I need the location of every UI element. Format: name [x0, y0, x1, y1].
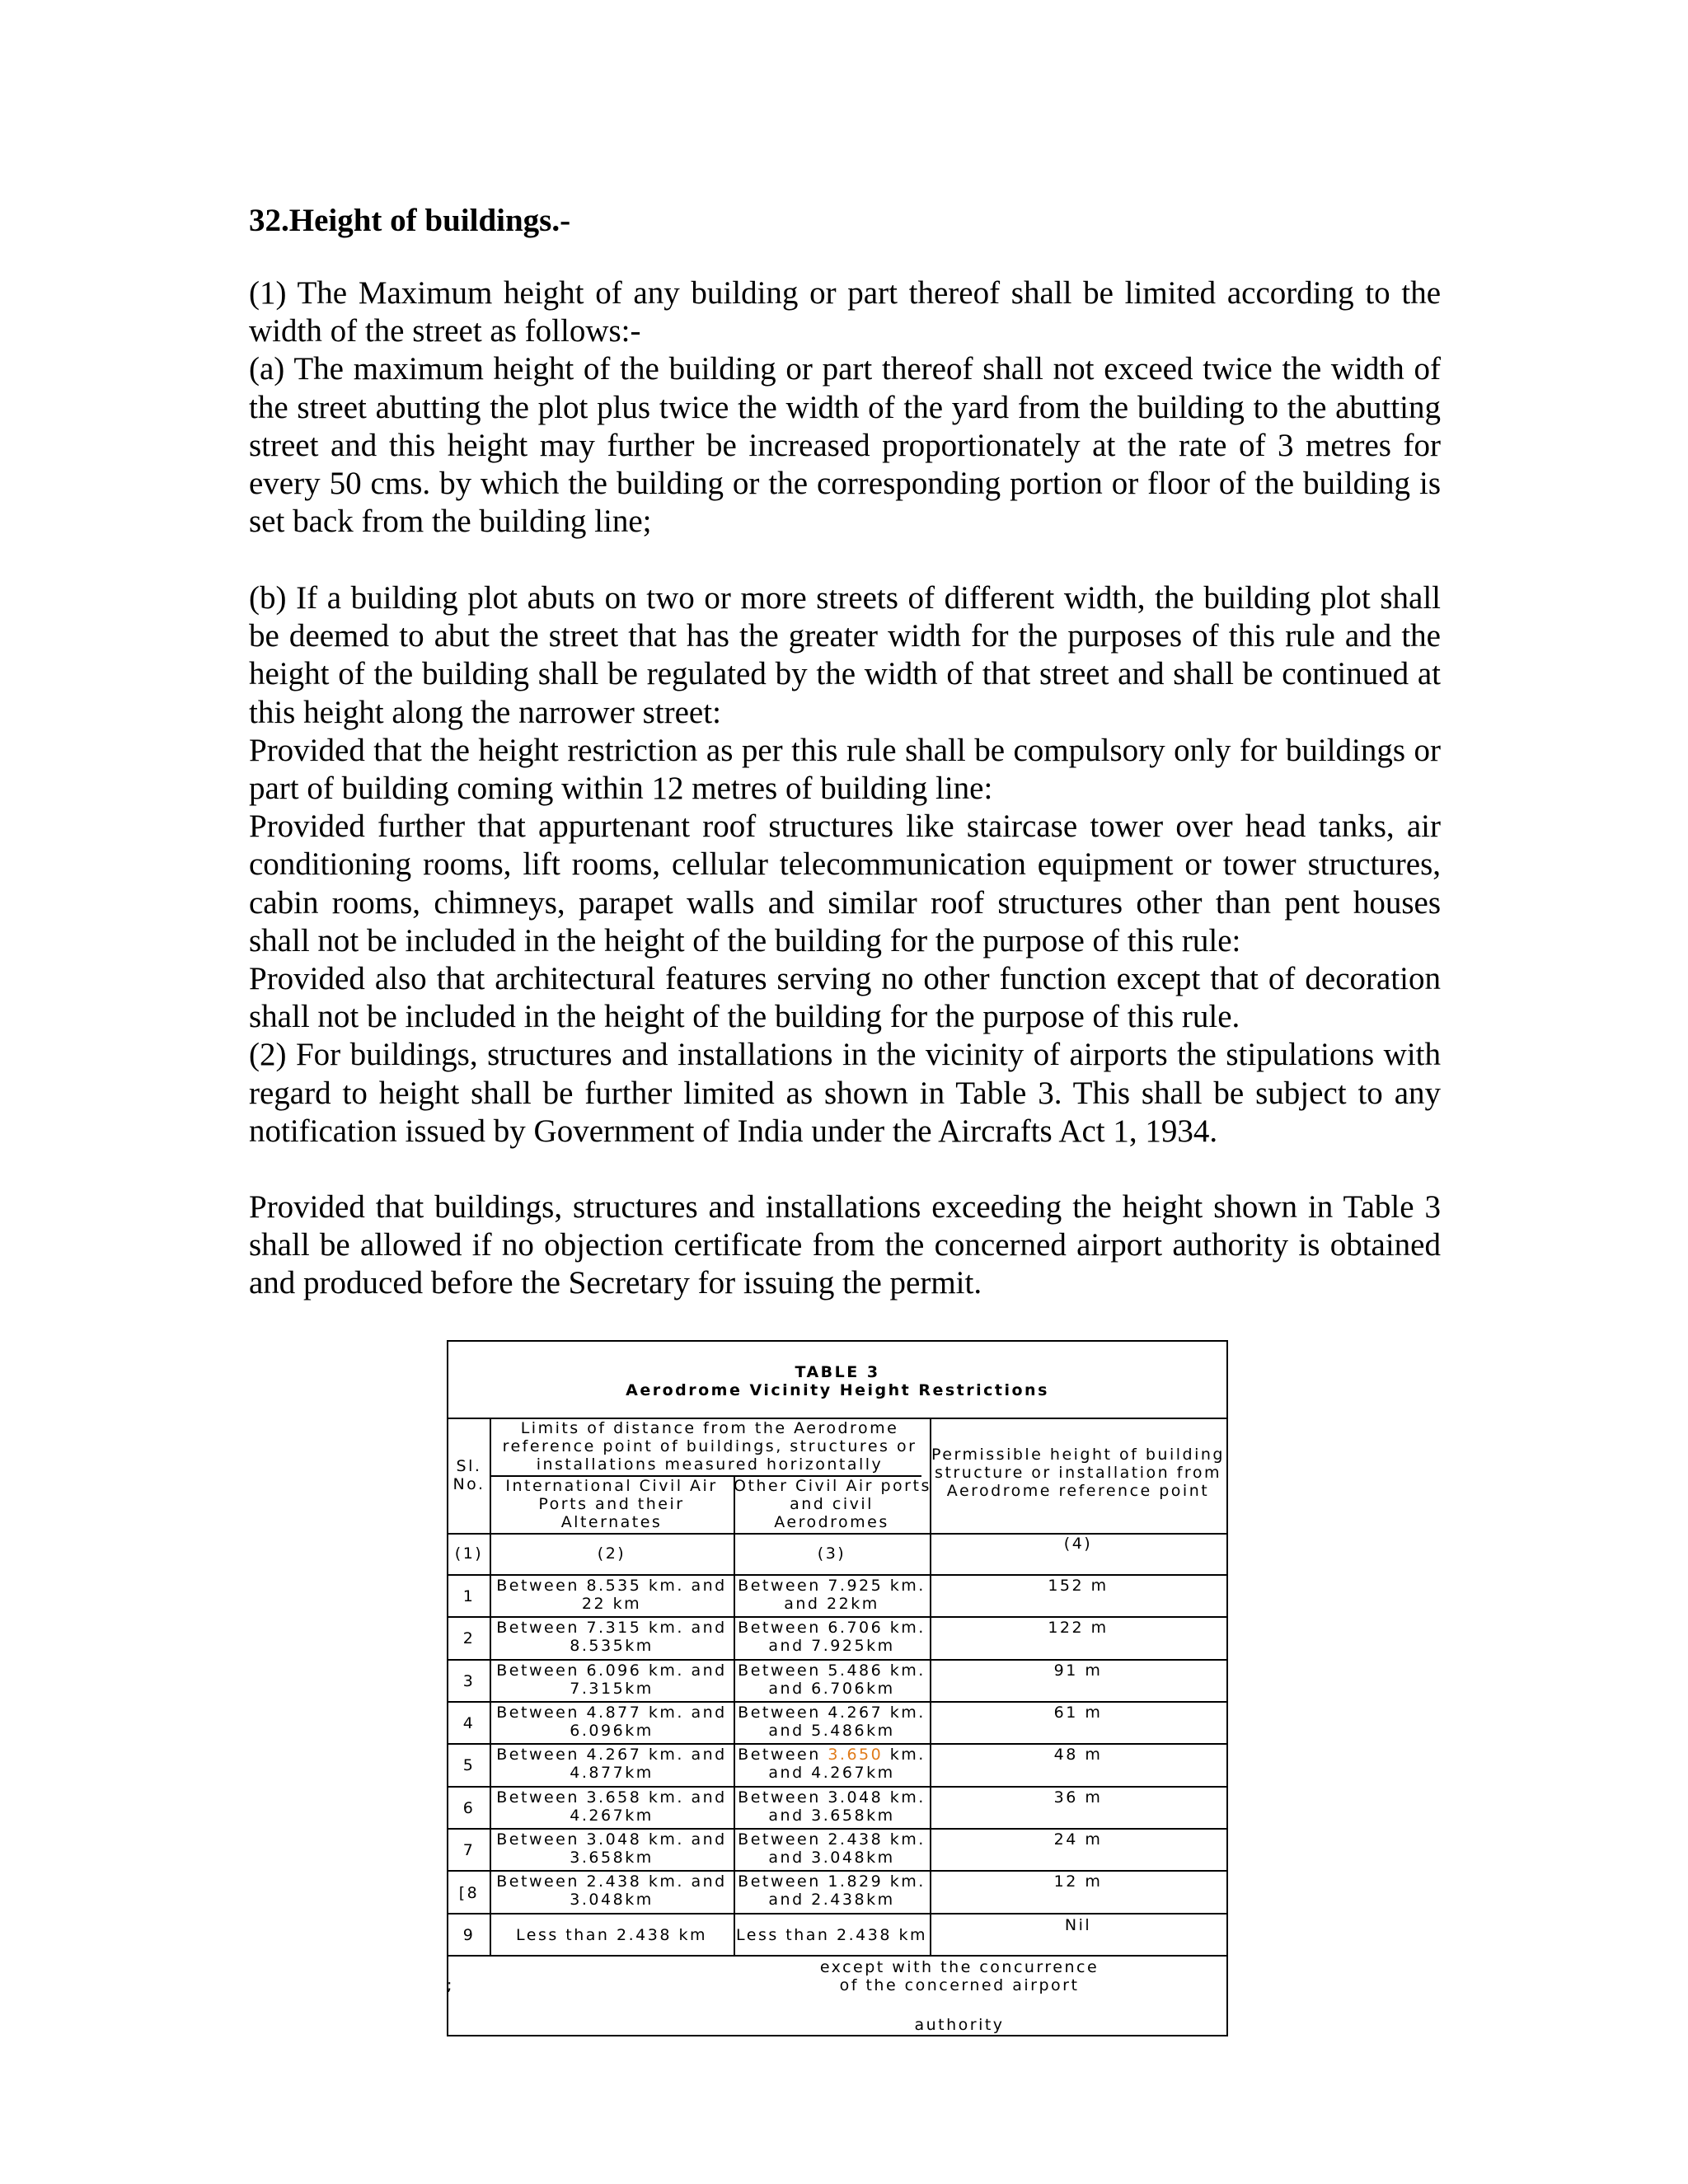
colnum-2: (2)	[597, 1544, 626, 1563]
height-restrictions-table	[447, 1340, 1228, 2036]
col3-line2: and 22km	[784, 1595, 879, 1613]
col3-line2: and 5.486km	[768, 1722, 895, 1740]
col2-line1: Between 4.267 km. and	[496, 1746, 727, 1764]
col2-line1: Between 7.315 km. and	[496, 1619, 727, 1637]
body-text-block-1	[249, 274, 1441, 541]
row-number: 3	[462, 1672, 476, 1690]
col2-line2: 4.877km	[570, 1764, 654, 1782]
permissible-height: 12 m	[1053, 1872, 1103, 1891]
col2-line1: Between 2.438 km. and	[496, 1872, 727, 1891]
permissible-height: 122 m	[1048, 1619, 1109, 1637]
footer-line1: except with the concurrence	[819, 1958, 1100, 1976]
col2-line1: Between 6.096 km. and	[496, 1661, 727, 1680]
paragraph-6: Provided also that architectural features serving no other function except that of decoration shall not be included in the height of the building for the purpose of this rule.	[249, 961, 1441, 1035]
col2-line2: 8.535km	[570, 1637, 654, 1655]
footer-line2: of the concerned airport	[839, 1976, 1080, 1994]
header-slno-line2: No.	[452, 1475, 485, 1493]
col3-line1: Between 6.706 km.	[738, 1619, 926, 1637]
col3-line1: Between 7.925 km.	[738, 1577, 926, 1595]
header-international-line1: International Civil Air	[505, 1477, 718, 1495]
paragraph-4: Provided that the height restriction as per this rule shall be compulsory only for buildings or part of building coming within 12 metres of building line:	[249, 732, 1441, 807]
body-text-block-2	[249, 579, 1441, 1151]
row-number: 6	[462, 1799, 476, 1817]
table-subtitle: Aerodrome Vicinity Height Restrictions	[626, 1381, 1049, 1399]
col2-line2: 6.096km	[570, 1722, 654, 1740]
permissible-height: 24 m	[1053, 1830, 1103, 1849]
header-permissible-line1: Permissible height of building	[931, 1446, 1225, 1464]
row-number: 9	[462, 1926, 476, 1944]
row-number: 7	[462, 1841, 476, 1859]
col2-value: Less than 2.438 km	[516, 1926, 707, 1944]
header-limits-line3: installations measured horizontally	[536, 1455, 884, 1474]
paragraph-3: (b) If a building plot abuts on two or more streets of different width, the building plot shall be deemed to abut the street that has the greater width for the purposes of this rule and the height of the building shall be regulated by the width of that street and shall be continued at this height along the narrower street:	[249, 580, 1441, 730]
header-slno-line1: Sl.	[456, 1457, 482, 1475]
header-limits-line2: reference point of buildings, structures or	[502, 1437, 917, 1455]
colnum-3: (3)	[817, 1544, 846, 1563]
col3-line2: and 3.048km	[768, 1849, 895, 1867]
permissible-height: 61 m	[1053, 1704, 1103, 1722]
header-limits-line1: Limits of distance from the Aerodrome	[520, 1419, 899, 1437]
col3-line2: and 7.925km	[768, 1637, 895, 1655]
col2-line2: 3.048km	[570, 1891, 654, 1909]
row-number: 1	[462, 1587, 476, 1605]
row-number: 4	[462, 1714, 476, 1732]
table-title: TABLE 3	[795, 1363, 880, 1381]
paragraph-1: (1) The Maximum height of any building or part thereof shall be limited according to the width of the street as follows:-	[249, 275, 1441, 349]
footer-line3: authority	[914, 2016, 1005, 2034]
header-other-line3: Aerodromes	[774, 1513, 889, 1531]
permissible-height: 91 m	[1053, 1661, 1103, 1680]
header-other-line1: Other Civil Air ports	[734, 1477, 931, 1495]
footer-mark: ;	[447, 1976, 454, 1994]
permissible-height: Nil	[1064, 1916, 1092, 1934]
permissible-height: 36 m	[1053, 1788, 1103, 1807]
header-permissible-line2: structure or installation from	[935, 1464, 1221, 1482]
col2-line1: Between 3.658 km. and	[496, 1788, 727, 1807]
paragraph-2: (a) The maximum height of the building or part thereof shall not exceed twice the width of the street abutting the plot plus twice the width of the yard from the building to the abutting street and this height may further be increased proportionately at the rate of 3 metres for every 50 cms. by which the building or the corresponding portion or floor of the building is set back from the building line;	[249, 351, 1441, 540]
col2-line2: 22 km	[581, 1595, 642, 1613]
col3-line2: and 3.658km	[768, 1807, 895, 1825]
col2-line2: 4.267km	[570, 1807, 654, 1825]
header-international-line2: Ports and their	[538, 1495, 685, 1513]
col3-line1: Between 3.048 km.	[738, 1788, 926, 1807]
row-number: 2	[462, 1629, 476, 1647]
col3-line2: and 6.706km	[768, 1680, 895, 1698]
col3-line1: Between 4.267 km.	[738, 1704, 926, 1722]
col3-line2: and 2.438km	[768, 1891, 895, 1909]
row-number: [8	[458, 1884, 480, 1902]
header-international-line3: Alternates	[560, 1513, 663, 1531]
col2-line1: Between 4.877 km. and	[496, 1704, 727, 1722]
section-heading: 32.Height of buildings.-	[249, 203, 571, 238]
permissible-height: 152 m	[1048, 1577, 1109, 1595]
permissible-height: 48 m	[1053, 1746, 1103, 1764]
paragraph-5: Provided further that appurtenant roof structures like staircase tower over head tanks, air conditioning rooms, lift rooms, cellular telecommunication equipment or tower structures, cabin rooms, chimneys, parapet walls and similar roof structures other than pent houses shall not be included in the height of the building for the purpose of this rule:	[249, 808, 1441, 958]
col2-line1: Between 8.535 km. and	[496, 1577, 727, 1595]
colnum-4: (4)	[1063, 1535, 1093, 1553]
col3-line1: Between 1.829 km.	[738, 1872, 926, 1891]
col3-line1: Between 3.650 km.	[738, 1746, 926, 1764]
col3-line1: Between 2.438 km.	[738, 1830, 926, 1849]
paragraph-7: (2) For buildings, structures and installations in the vicinity of airports the stipulations with regard to height shall be further limited as shown in Table 3. This shall be subject to any notification issued by Government of India under the Aircrafts Act 1, 1934.	[249, 1037, 1441, 1149]
col2-line2: 3.658km	[570, 1849, 654, 1867]
header-other-line2: and civil	[790, 1495, 874, 1513]
col3-value: Less than 2.438 km	[736, 1926, 927, 1944]
col3-line1: Between 5.486 km.	[738, 1661, 926, 1680]
col3-line2: and 4.267km	[768, 1764, 895, 1782]
col2-line1: Between 3.048 km. and	[496, 1830, 727, 1849]
row-number: 5	[462, 1756, 476, 1774]
body-text-block-3	[249, 1188, 1441, 1303]
col2-line2: 7.315km	[570, 1680, 654, 1698]
paragraph-8: Provided that buildings, structures and installations exceeding the height shown in Table 3 shall be allowed if no objection certificate from the concerned airport authority is obtained and produced before the Secretary for issuing the permit.	[249, 1189, 1441, 1301]
colnum-1: (1)	[454, 1544, 484, 1563]
header-permissible-line3: Aerodrome reference point	[946, 1482, 1210, 1500]
highlighted-distance: 3.650	[828, 1746, 884, 1764]
